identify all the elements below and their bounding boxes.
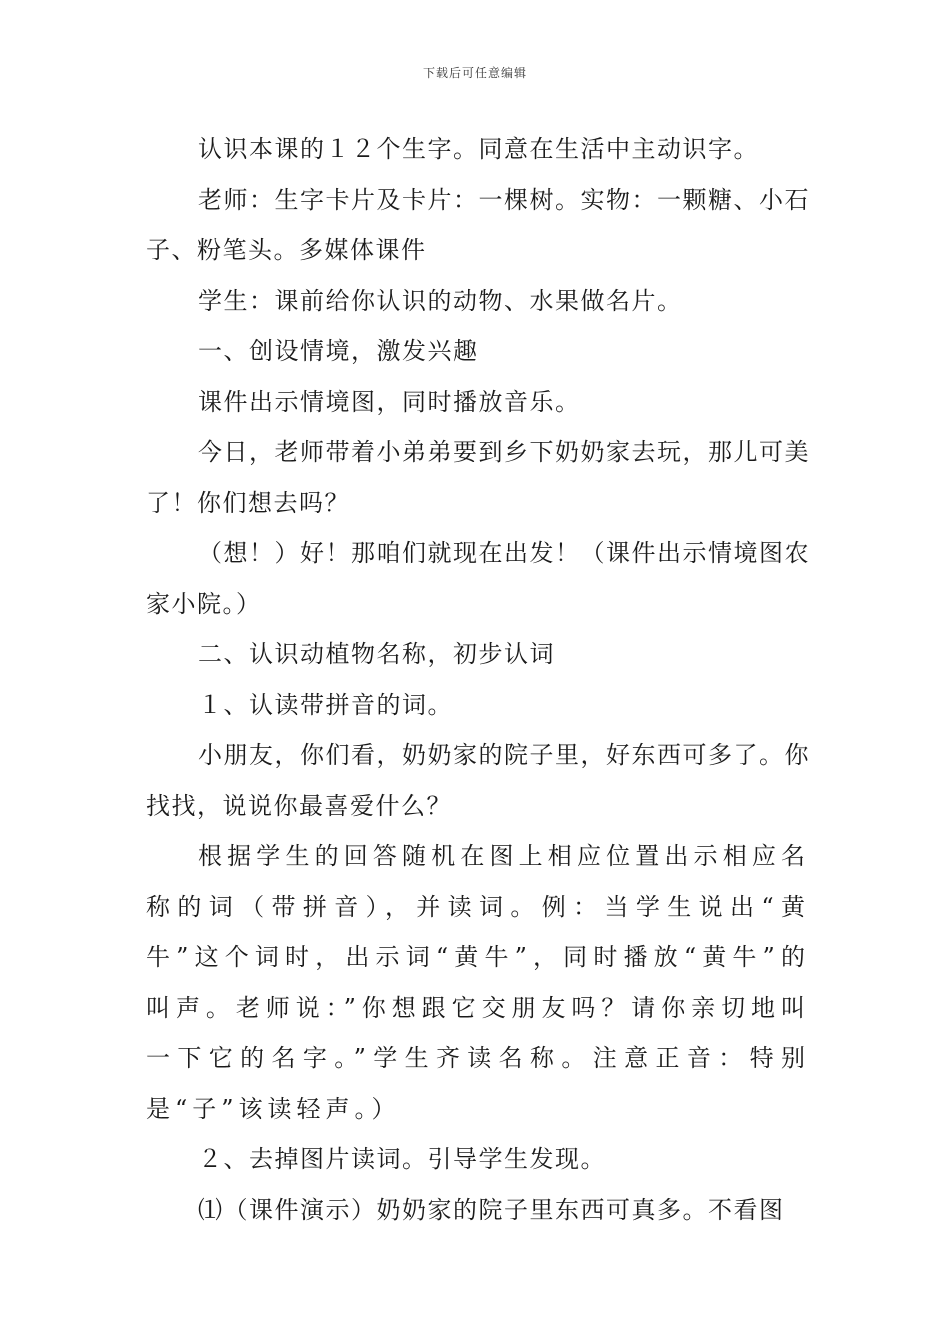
document-body	[146, 124, 810, 1235]
paragraph-1: 认识本课的１２个生字。同意在生活中主动识字。	[198, 135, 759, 163]
section-heading-1: 一、创设情境，激发兴趣	[198, 337, 479, 365]
paragraph-7: １、认读带拼音的词。	[198, 690, 453, 719]
paragraph-2: 老师：生字卡片及卡片：一棵树。实物：一颗糖、小石子、粉笔头。多媒体课件	[146, 185, 810, 264]
paragraph-4: 课件出示情境图，同时播放音乐。	[198, 387, 581, 416]
paragraph-3: 学生：课前给你认识的动物、水果做名片。	[198, 286, 683, 315]
paragraph-10: ２、去掉图片读词。引导学生发现。	[198, 1145, 606, 1173]
section-heading-2: 二、认识动植物名称，初步认词	[198, 640, 555, 668]
paragraph-5: 今日，老师带着小弟弟要到乡下奶奶家去玩，那儿可美了！你们想去吗？	[146, 438, 810, 517]
paragraph-8: 小朋友，你们看，奶奶家的院子里，好东西可多了。你找找，说说你最喜爱什么？	[146, 741, 810, 820]
page-header: 下载后可任意编辑	[422, 66, 527, 80]
paragraph-9: 根据学生的回答随机在图上相应位置出示相应名称的词（带拼音），并读词。例：当学生说出“黄牛”这个词时，出示词“黄牛”，同时播放“黄牛”的叫声。老师说：”你想跟它交朋友吗？请你亲切地叫一下它的名字。”学生齐读名称。注意正音：特别是“子”该读轻声。）	[146, 842, 810, 1123]
paragraph-6: （想！）好！那咱们就现在出发！（课件出示情境图农家小院。）	[146, 539, 810, 618]
paragraph-11: ⑴（课件演示）奶奶家的院子里东西可真多。不看图	[198, 1195, 785, 1224]
